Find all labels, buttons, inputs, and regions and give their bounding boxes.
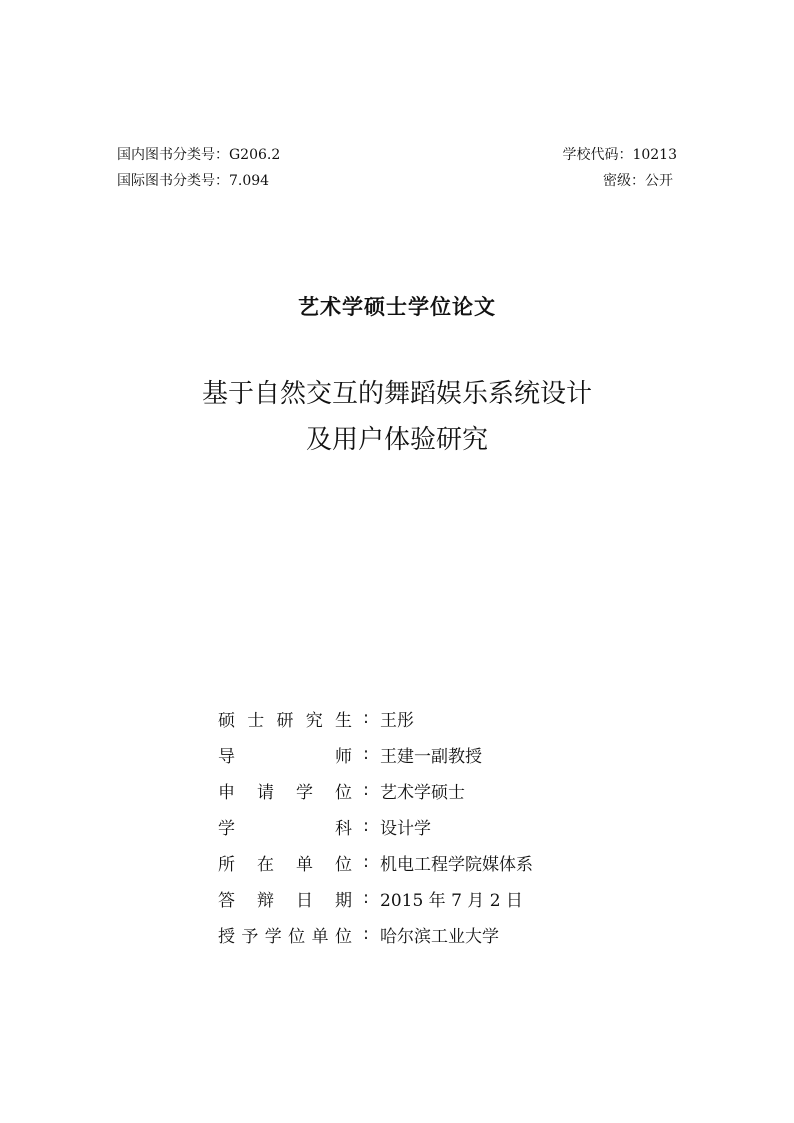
info-colon: : (363, 888, 369, 908)
info-label (218, 850, 352, 875)
info-value: 哈尔滨工业大学 (380, 926, 499, 947)
info-label-char: 学 (296, 782, 313, 803)
info-label-char: 位 (335, 854, 352, 875)
info-label (218, 814, 352, 839)
info-colon: : (363, 780, 369, 800)
info-label-char: 学 (264, 926, 282, 947)
info-label (218, 922, 352, 947)
info-label-char: 学 (218, 818, 235, 839)
info-colon: : (363, 708, 369, 728)
info-label-char: 士 (247, 710, 265, 731)
info-row (218, 772, 533, 808)
info-value: 艺术学硕士 (380, 782, 465, 803)
info-value: 王建一副教授 (380, 746, 482, 767)
info-label-char: 期 (335, 890, 352, 911)
info-label-char: 申 (218, 782, 235, 803)
school-code: 学校代码：10213 (562, 147, 677, 163)
thesis-title-line-2: 及用户体验研究 (305, 425, 488, 455)
info-row (218, 700, 533, 736)
info-label-char: 日 (296, 890, 313, 911)
info-label (218, 778, 352, 803)
info-label-char: 所 (218, 854, 235, 875)
thesis-info-block (218, 700, 533, 952)
info-label-char: 位 (288, 926, 306, 947)
info-label-char: 位 (334, 926, 352, 947)
info-row (218, 844, 533, 880)
info-label-char: 单 (296, 854, 313, 875)
info-label-char: 科 (335, 818, 352, 839)
thesis-title-line-1: 基于自然交互的舞蹈娱乐系统设计 (201, 379, 592, 409)
info-label (218, 742, 352, 767)
info-colon: : (363, 852, 369, 872)
info-label-char: 单 (311, 926, 329, 947)
info-label-char: 生 (335, 710, 352, 731)
info-label-char: 究 (305, 710, 323, 731)
info-value: 机电工程学院媒体系 (380, 854, 533, 875)
international-classification-number: 国际图书分类号：7.094 (117, 173, 270, 189)
info-label-char: 授 (218, 926, 235, 947)
info-colon: : (363, 924, 369, 944)
info-label (218, 886, 352, 911)
info-label-char: 师 (335, 746, 352, 767)
info-row (218, 880, 533, 916)
chinese-classification-number: 国内图书分类号：G206.2 (117, 147, 281, 163)
info-label-char: 请 (257, 782, 274, 803)
info-value: 2015 年 7 月 2 日 (380, 890, 523, 911)
info-row (218, 916, 533, 952)
info-row (218, 736, 533, 772)
info-label-char: 导 (218, 746, 235, 767)
info-label-char: 辩 (257, 890, 274, 911)
info-label-char: 硕 (218, 710, 235, 731)
info-row (218, 808, 533, 844)
degree-type-heading: 艺术学硕士学位论文 (298, 295, 496, 319)
info-colon: : (363, 816, 369, 836)
info-value: 设计学 (380, 818, 431, 839)
info-label-char: 答 (218, 890, 235, 911)
info-label-char: 研 (276, 710, 294, 731)
info-label-char: 位 (335, 782, 352, 803)
info-colon: : (363, 744, 369, 764)
info-label-char: 予 (241, 926, 259, 947)
secrecy-level: 密级：公开 (603, 173, 673, 189)
info-label (218, 706, 352, 731)
info-label-char: 在 (257, 854, 274, 875)
info-value: 王彤 (380, 710, 414, 731)
